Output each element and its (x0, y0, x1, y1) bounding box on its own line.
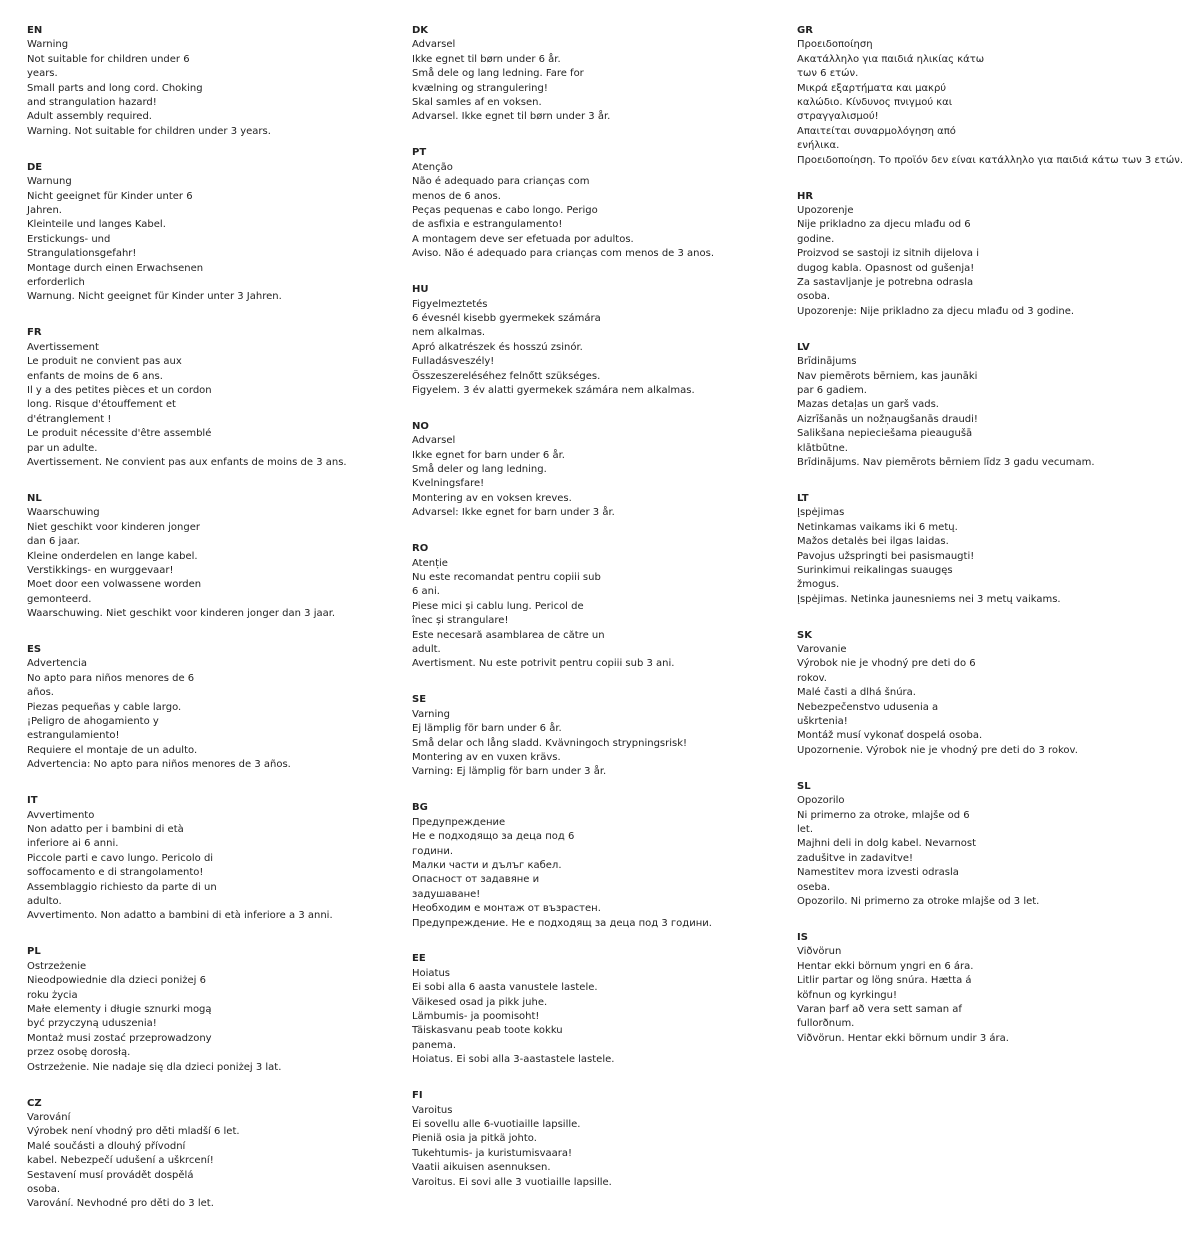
warning-text: Malé časti a dlhá šnúra. (797, 687, 916, 699)
warning-text: dan 6 jaar. (27, 536, 80, 548)
warning-heading: Brīdinājums (797, 356, 857, 368)
warning-heading: Įspėjimas (797, 507, 845, 519)
warning-text: 6 évesnél kisebb gyermekek számára (412, 312, 601, 324)
warning-text: Netinkamas vaikams iki 6 metų. (797, 521, 958, 533)
warning-text: Upozornenie. Výrobok nie je vhodný pre deti do 3 rokov. (797, 744, 1078, 756)
warning-text: Montage durch einen Erwachsenen (27, 262, 204, 274)
warning-block (27, 945, 347, 1075)
warning-text: Små delar och lång sladd. Kvävningoch strypningsrisk! (412, 737, 688, 749)
warning-text: ενήλικα. (797, 140, 840, 152)
column-2 (412, 24, 714, 1212)
language-code: NL (27, 492, 42, 504)
warning-text: godine. (797, 233, 835, 245)
warning-text: Små dele og lang ledning. Fare for (412, 68, 584, 80)
warning-heading: Hoiatus (412, 967, 451, 979)
warning-text: years. (27, 68, 58, 80)
warning-text: Nicht geeignet für Kinder unter 6 (27, 190, 193, 202)
warning-text: Malé součásti a dlouhý přívodní (27, 1140, 186, 1152)
warning-text: inferiore ai 6 anni. (27, 838, 119, 850)
language-code: LT (797, 492, 809, 504)
warning-text: Peças pequenas e cabo longo. Perigo (412, 204, 598, 216)
warning-text: Fulladásveszély! (412, 356, 495, 368)
warning-text: Απαιτείται συναρμολόγηση από (797, 125, 956, 137)
warning-block (797, 931, 1183, 1046)
warning-text: d'étranglement ! (27, 413, 112, 425)
language-code: LV (797, 341, 810, 353)
warning-text: Ikke egnet til børn under 6 år. (412, 53, 561, 65)
language-code: NO (412, 420, 429, 432)
language-code: SE (412, 694, 427, 706)
warning-text: Предупреждение. Не е подходящ за деца под 3 години. (412, 917, 712, 929)
warning-text: osoba. (797, 291, 831, 303)
warning-text: Proizvod se sastoji iz sitnih dijelova i (797, 248, 980, 260)
language-code: DK (412, 25, 429, 36)
warning-text: Figyelem. 3 év alatti gyermekek számára nem alkalmas. (412, 384, 695, 396)
language-code: DE (27, 161, 43, 173)
language-code: RO (412, 543, 429, 555)
warning-text: Montering av en vuxen krävs. (412, 751, 561, 763)
warning-text: Advarsel. Ikke egnet til børn under 3 år. (412, 111, 611, 123)
warning-text: Le produit nécessite d'être assemblé (27, 428, 212, 440)
warning-heading: Atenção (412, 161, 453, 173)
warning-text: par un adulte. (27, 442, 98, 454)
warning-text: Hoiatus. Ei sobi alla 3-aastastele lastele. (412, 1054, 615, 1066)
warning-text: gemonteerd. (27, 593, 92, 605)
warning-block (27, 794, 347, 924)
warning-text: Not suitable for children under 6 (27, 53, 190, 65)
warning-text: Montáž musí vykonať dospelá osoba. (797, 730, 983, 742)
warning-block (412, 146, 714, 261)
warning-text: Hentar ekki börnum yngri en 6 ára. (797, 960, 974, 972)
warning-text: osoba. (27, 1183, 61, 1195)
language-code: EE (412, 953, 426, 965)
warning-text: Este necesară asamblarea de către un (412, 629, 605, 641)
warning-text: Adult assembly required. (27, 111, 152, 123)
warning-text: uškrtenia! (797, 716, 848, 728)
warning-text: zadušitve in zadavitve! (797, 852, 914, 864)
warning-text: Pieniä osia ja pitkä johto. (412, 1133, 537, 1145)
warning-text: Apró alkatrészek és hosszú zsinór. (412, 341, 583, 353)
warning-block (797, 629, 1183, 759)
warning-text: години. (412, 845, 454, 857)
warning-text: Aizrīšanās un nožņaugšanās draudi! (797, 413, 978, 425)
language-code: ES (27, 644, 42, 656)
warning-text: long. Risque d'étouffement et (27, 399, 176, 411)
warning-text: Assemblaggio richiesto da parte di un (27, 881, 217, 893)
warning-text: adult. (412, 644, 441, 656)
warning-text: Необходим е монтаж от възрастен. (412, 903, 601, 915)
warning-text: Majhni deli in dolg kabel. Nevarnost (797, 838, 977, 850)
warning-text: Väikesed osad ja pikk juhe. (412, 996, 548, 1008)
warning-text: Moet door een volwassene worden (27, 579, 202, 591)
warning-text: Ikke egnet for barn under 6 år. (412, 449, 565, 461)
warning-text: Le produit ne convient pas aux (27, 356, 182, 368)
warning-heading: Atenție (412, 557, 448, 569)
warning-heading: Warning (27, 39, 69, 51)
warning-text: Ej lämplig för barn under 6 år. (412, 723, 562, 735)
warning-text: Piese mici și cablu lung. Pericol de (412, 600, 584, 612)
language-code: FI (412, 1090, 423, 1102)
warning-text: Não é adequado para crianças com (412, 176, 590, 188)
warning-heading: Advarsel (412, 39, 456, 51)
warning-text: Опасност от задавяне и (412, 874, 540, 886)
warning-text: and strangulation hazard! (27, 97, 157, 109)
warning-block (412, 24, 714, 125)
warning-block (797, 341, 1183, 471)
warning-text: Za sastavljanje je potrebna odrasla (797, 277, 974, 288)
warning-block (797, 24, 1183, 168)
warning-heading: Figyelmeztetés (412, 298, 488, 310)
language-code: PT (412, 147, 427, 159)
language-code: HR (797, 190, 814, 202)
warning-text: panema. (412, 1039, 457, 1051)
warning-text: Kvelningsfare! (412, 478, 485, 490)
warning-text: dugog kabla. Opasnost od gušenja! (797, 262, 975, 274)
warning-text: Ni primerno za otroke, mlajše od 6 (797, 809, 970, 821)
warning-text: Litlir partar og löng snúra. Hætta á (797, 975, 972, 987)
warning-block (27, 643, 347, 773)
warning-text: soffocamento e di strangolamento! (27, 867, 204, 879)
warning-heading: Ostrzeżenie (27, 960, 87, 972)
warning-text: Pavojus užspringti bei pasismaugti! (797, 550, 975, 562)
warning-text: Varování. Nevhodné pro děti do 3 let. (27, 1198, 214, 1210)
warning-text: Waarschuwing. Niet geschikt voor kinderen jonger dan 3 jaar. (27, 608, 336, 620)
warning-text: Nije prikladno za djecu mlađu od 6 (797, 219, 971, 231)
warning-text: Varan þarf að vera sett saman af (797, 1003, 962, 1015)
warning-block (412, 283, 714, 398)
warning-text: Μικρά εξαρτήματα και μακρύ (797, 82, 947, 94)
warning-text: Salikšana nepieciešama pieaugušā (797, 428, 973, 440)
language-code: HU (412, 284, 429, 296)
warning-text: rokov. (797, 672, 827, 684)
warning-text: erforderlich (27, 277, 85, 288)
warning-heading: Предупреждение (412, 816, 506, 828)
warning-text: Strangulationsgefahr! (27, 248, 137, 260)
warning-text: kvælning og strangulering! (412, 82, 548, 94)
warning-text: Mažos detalės bei ilgas laidas. (797, 536, 949, 548)
warning-text: A montagem deve ser efetuada por adultos. (412, 233, 634, 245)
warning-text: Jahren. (27, 204, 62, 216)
warning-text: oseba. (797, 881, 831, 893)
warning-text: 6 ani. (412, 586, 440, 598)
warning-text: par 6 gadiem. (797, 384, 867, 396)
warning-heading: Varovanie (797, 644, 847, 656)
warning-heading: Upozorenje (797, 204, 854, 216)
warning-block (412, 420, 714, 521)
warning-text: przez osobę dorosłą. (27, 1047, 131, 1059)
warning-heading: Varning (412, 708, 450, 720)
warning-block (27, 1097, 347, 1212)
warning-text: Små deler og lang ledning. (412, 464, 547, 476)
warning-text: Opozorilo. Ni primerno za otroke mlajše od 3 let. (797, 896, 1040, 908)
warning-text: Výrobek není vhodný pro děti mladší 6 let. (27, 1126, 240, 1138)
warning-text: köfnun og kyrkingu! (797, 989, 897, 1001)
language-code: GR (797, 25, 813, 36)
warning-text: Advarsel: Ikke egnet for barn under 3 år. (412, 507, 615, 519)
warning-text: Erstickungs- und (27, 233, 111, 245)
warning-text: Warnung. Nicht geeignet für Kinder unter 3 Jahren. (27, 291, 282, 303)
warning-heading: Varoitus (412, 1104, 453, 1116)
warning-text: kabel. Nebezpečí udušení a uškrcení! (27, 1155, 214, 1167)
warning-text: Įspėjimas. Netinka jaunesniems nei 3 metų vaikams. (797, 593, 1061, 605)
warning-block (27, 24, 347, 139)
warning-text: Advertencia: No apto para niños menores de 3 años. (27, 759, 291, 771)
warning-text: Małe elementy i długie sznurki mogą (27, 1003, 212, 1015)
warning-text: Small parts and long cord. Choking (27, 82, 203, 94)
warning-heading: Avvertimento (27, 809, 95, 821)
warning-block (27, 326, 347, 470)
warning-text: adulto. (27, 896, 62, 908)
warning-text: Varning: Ej lämplig för barn under 3 år. (412, 766, 607, 778)
warning-text: Niet geschikt voor kinderen jonger (27, 521, 200, 533)
warning-text: Kleinteile und langes Kabel. (27, 219, 166, 231)
warning-text: Viðvörun. Hentar ekki börnum undir 3 ára. (797, 1032, 1009, 1044)
warning-text: let. (797, 824, 814, 835)
warning-text: ¡Peligro de ahogamiento y (27, 716, 159, 728)
warning-block (27, 492, 347, 622)
warning-text: Requiere el montaje de un adulto. (27, 744, 198, 756)
warning-heading: Avertissement (27, 341, 99, 353)
warning-heading: Advarsel (412, 435, 456, 447)
warning-heading: Viðvörun (797, 946, 842, 958)
warning-block (412, 1089, 714, 1190)
warning-text: Vaatii aikuisen asennuksen. (412, 1162, 551, 1174)
warning-block (412, 542, 714, 672)
warning-text: años. (27, 687, 54, 699)
warning-text: задушаване! (412, 888, 481, 900)
warning-text: Kleine onderdelen en lange kabel. (27, 550, 198, 562)
language-code: SL (797, 780, 811, 792)
warning-text: Tukehtumis- ja kuristumisvaara! (412, 1147, 573, 1159)
warning-block (412, 952, 714, 1067)
warning-text: Малки части и дълъг кабел. (412, 859, 562, 871)
warning-heading: Προειδοποίηση (797, 39, 873, 51)
warning-text: menos de 6 anos. (412, 190, 501, 202)
warning-text: nem alkalmas. (412, 327, 486, 339)
warning-text: de asfixia e estrangulamento! (412, 219, 563, 231)
warning-text: Avvertimento. Non adatto a bambini di età inferiore a 3 anni. (27, 910, 333, 922)
warning-text: Piezas pequeñas y cable largo. (27, 701, 182, 713)
language-code: PL (27, 946, 41, 958)
warning-text: Sestavení musí provádět dospělá (27, 1169, 194, 1181)
warning-text: στραγγαλισμού! (797, 111, 879, 123)
warning-heading: Varování (27, 1111, 71, 1123)
warning-heading: Opozorilo (797, 795, 845, 807)
warning-heading: Waarschuwing (27, 507, 100, 519)
warning-text: Не е подходящо за деца под 6 (412, 831, 575, 843)
column-3 (797, 24, 1183, 1068)
warning-text: Surinkimui reikalingas suaugęs (797, 564, 953, 576)
warning-text: enfants de moins de 6 ans. (27, 370, 163, 382)
warning-text: Skal samles af en voksen. (412, 97, 542, 109)
warning-block (797, 780, 1183, 910)
warning-text: No apto para niños menores de 6 (27, 672, 195, 684)
warning-text: Nav piemērots bērniem, kas jaunāki (797, 370, 978, 382)
warning-heading: Warnung (27, 176, 72, 188)
warning-text: Προειδοποίηση. Το προϊόν δεν είναι κατάλληλο για παιδιά κάτω των 3 ετών. (797, 154, 1184, 166)
language-code: SK (797, 629, 812, 641)
warning-text: roku życia (27, 989, 78, 1001)
warning-text: fullorðnum. (797, 1018, 855, 1030)
warning-text: Brīdinājums. Nav piemērots bērniem līdz 3 gadu vecumam. (797, 456, 1095, 468)
warning-text: Montering av en voksen kreves. (412, 492, 572, 504)
warning-text: Varoitus. Ei sovi alle 3 vuotiaille lapsille. (412, 1176, 612, 1188)
warning-text: klātbūtne. (797, 442, 848, 454)
warning-text: Upozorenje: Nije prikladno za djecu mlađu od 3 godine. (797, 305, 1075, 317)
language-code: IS (797, 931, 808, 943)
warning-block (27, 161, 347, 305)
language-code: EN (27, 25, 43, 36)
warning-block (797, 492, 1183, 607)
warning-text: Ακατάλληλο για παιδιά ηλικίας κάτω (797, 53, 985, 65)
warning-text: Mazas detaļas un garš vads. (797, 399, 939, 411)
warning-block (412, 693, 714, 779)
warning-text: estrangulamiento! (27, 730, 120, 742)
warning-text: Ostrzeżenie. Nie nadaje się dla dzieci poniżej 3 lat. (27, 1061, 282, 1073)
warning-text: Non adatto per i bambini di età (27, 824, 184, 835)
warning-block (797, 190, 1183, 320)
warning-text: być przyczyną uduszenia! (27, 1018, 157, 1030)
warning-text: των 6 ετών. (797, 68, 859, 80)
warning-text: Nebezpečenstvo udusenia a (797, 701, 939, 713)
warning-text: žmogus. (797, 579, 840, 591)
warning-text: Výrobok nie je vhodný pre deti do 6 (797, 658, 976, 670)
warning-text: Il y a des petites pièces et un cordon (27, 384, 212, 396)
warning-text: Ei sovellu alle 6-vuotiaille lapsille. (412, 1119, 581, 1130)
language-code: CZ (27, 1097, 42, 1109)
warning-text: Avertissement. Ne convient pas aux enfants de moins de 3 ans. (27, 456, 347, 468)
warning-text: înec și strangulare! (412, 615, 509, 627)
language-code: FR (27, 327, 42, 339)
warning-text: Piccole parti e cavo lungo. Pericolo di (27, 852, 214, 864)
warning-text: Verstikkings- en wurggevaar! (27, 564, 174, 576)
warning-heading: Advertencia (27, 658, 88, 670)
warning-text: Ei sobi alla 6 aasta vanustele lastele. (412, 982, 598, 994)
warning-text: Nieodpowiednie dla dzieci poniżej 6 (27, 975, 206, 987)
warning-text: Nu este recomandat pentru copiii sub (412, 572, 601, 583)
warning-text: Namestitev mora izvesti odrasla (797, 867, 959, 879)
warning-text: Lämbumis- ja poomisoht! (412, 1011, 540, 1023)
warning-block (412, 801, 714, 931)
warning-text: Avertisment. Nu este potrivit pentru copiii sub 3 ani. (412, 658, 675, 670)
warning-text: Aviso. Não é adequado para crianças com menos de 3 anos. (412, 248, 715, 260)
language-code: BG (412, 802, 428, 814)
warning-text: Warning. Not suitable for children under 3 years. (27, 125, 271, 137)
column-1 (27, 24, 347, 1233)
warning-text: καλώδιο. Κίνδυνος πνιγμού και (797, 97, 953, 109)
warning-text: Összeszereléséhez felnőtt szükséges. (412, 370, 601, 382)
language-code: IT (27, 795, 38, 807)
warning-text: Täiskasvanu peab toote kokku (412, 1025, 563, 1037)
warning-text: Montaż musi zostać przeprowadzony (27, 1032, 212, 1044)
